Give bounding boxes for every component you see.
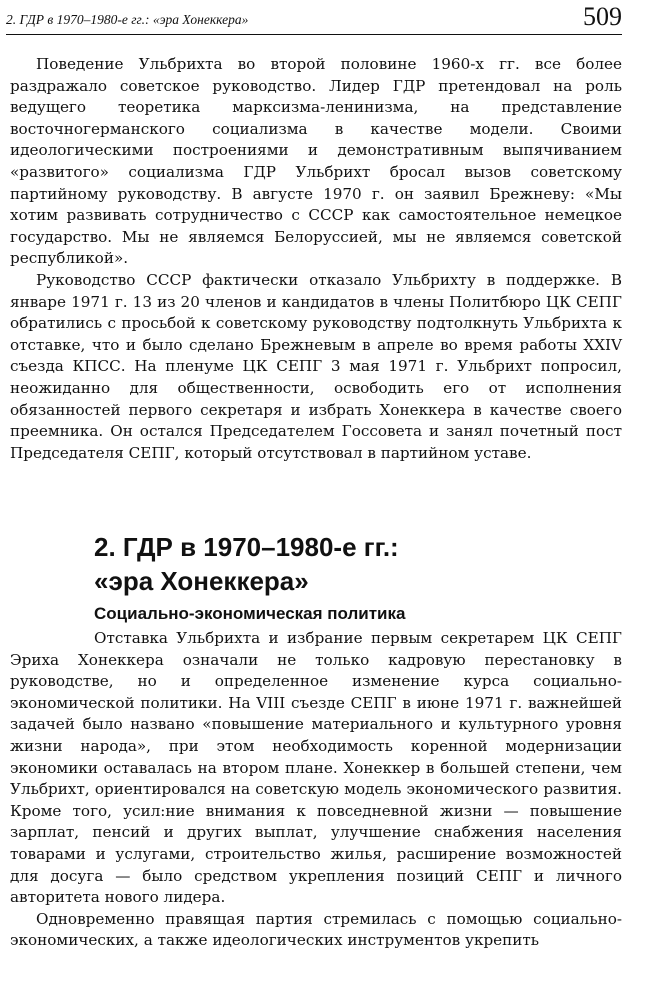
running-header bbox=[6, 4, 622, 35]
body-text-bottom bbox=[10, 628, 622, 952]
section-heading-line: 2. ГДР в 1970–1980-е гг.: bbox=[94, 532, 399, 562]
page-number: 509 bbox=[583, 2, 622, 31]
section-heading bbox=[94, 530, 614, 598]
paragraph: Поведение Ульбрихта во второй половине 1960-х гг. все более раздражало советское руководство. Лидер ГДР претендовал на роль ведущего теоретика марксизма-ленинизма, на представление восточногерманского социализма в качестве модели. Своими идеологическими построениями и демонстративным выпячиванием «развитого» социализма ГДР Ульбрихт бросал вызов советскому партийному руководству. В августе 1970 г. он заявил Брежневу: «Мы хотим развивать сотрудничество с СССР как самостоятельное немецкое государство. Мы не являемся Белоруссией, мы не являемся советской республикой». bbox=[10, 55, 622, 268]
body-text-top bbox=[10, 54, 622, 464]
paragraph: Отставка Ульбрихта и избрание первым секретарем ЦК СЕПГ Эриха Хонеккера означали не только кадровую перестановку в руководстве, но и определенное изменение курса социально-экономической политики. На VIII съезде СЕПГ в июне 1971 г. важнейшей задачей было названо «повышение материального и культурного уровня жизни народа», при этом необходимость коренной модернизации экономики оставалась на втором плане. Хонеккер в большей степени, чем Ульбрихт, ориентировался на советскую модель экономического развития. Кроме того, усил:ние внимания к повседневной жизни — повышение зарплат, пенсий и других выплат, улучшение снабжения населения товарами и услугами, строительство жилья, расширение возможностей для досуга — было средством укрепления позиций СЕПГ и личного авторитета нового лидера. bbox=[10, 629, 622, 907]
running-title: 2. ГДР в 1970–1980-е гг.: «эра Хонеккера» bbox=[6, 12, 249, 27]
subsection-heading: Социально-экономическая политика bbox=[94, 604, 406, 623]
section-heading-line: «эра Хонеккера» bbox=[94, 566, 309, 596]
paragraph: Одновременно правящая партия стремилась с помощью социально-экономических, а также идеологических инструментов укрепить bbox=[10, 909, 622, 950]
paragraph: Руководство СССР фактически отказало Ульбрихту в поддержке. В январе 1971 г. 13 из 20 членов и кандидатов в члены Политбюро ЦК СЕПГ обратились с просьбой к советскому руководству подтолкнуть Ульбрихта к отставке, что и было сделано Брежневым в апреле во время работы XXIV съезда КПСС. На пленуме ЦК СЕПГ 3 мая 1971 г. Ульбрихт попросил, неожиданно для общественности, освободить его от исполнения обязанностей первого секретаря и избрать Хонеккера в качестве своего преемника. Он остался Председателем Госсовета и занял почетный пост Председателя СЕПГ, который отсутствовал в партийном уставе. bbox=[10, 270, 622, 462]
